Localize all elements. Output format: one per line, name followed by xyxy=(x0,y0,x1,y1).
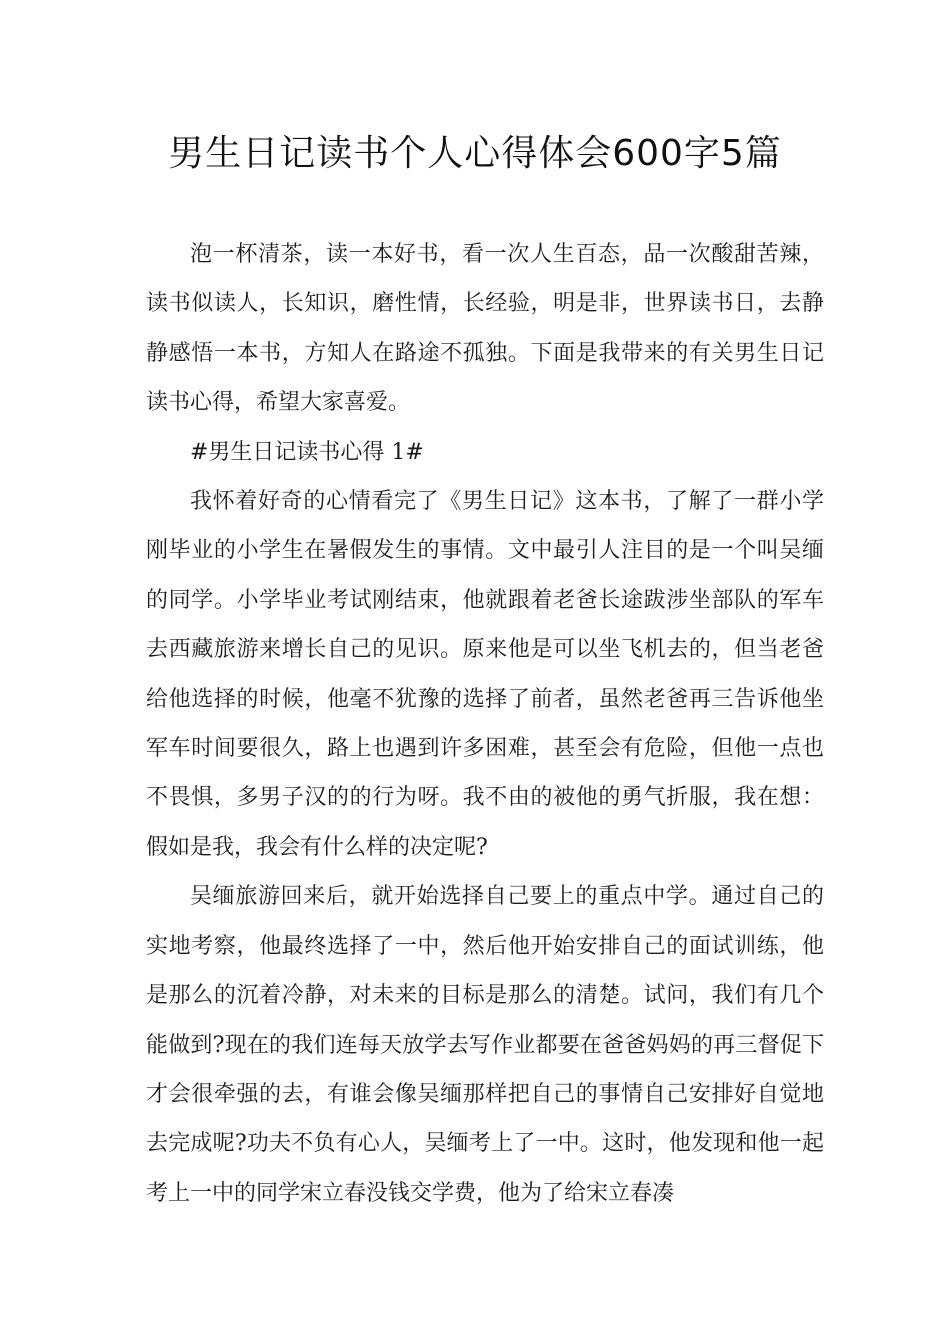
body-paragraph: 吴缅旅游回来后，就开始选择自己要上的重点中学。通过自己的实地考察，他最终选择了一中，然后他开始安排自己的面试训练，他是那么的沉着冷静，对未来的目标是那么的清楚。试问，我们有几个能做到?现在的我们连每天放学去写作业都要在爸爸妈妈的再三督促下才会很牵强的去，有谁会像吴缅那样把自己的事情自己安排好自觉地去完成呢?功夫不负有心人，吴缅考上了一中。这时，他发现和他一起考上一中的同学宋立春没钱交学费，他为了给宋立春凑 xyxy=(146,884,824,1206)
section-heading: #男生日记读书心得 1# xyxy=(190,439,424,465)
document-body xyxy=(146,230,824,1218)
intro-paragraph: 泡一杯清茶，读一本好书，看一次人生百态，品一次酸甜苦辣，读书似读人，长知识，磨性情，长经验，明是非，世界读书日，去静静感悟一本书，方知人在路途不孤独。下面是我带来的有关男生日记读书心得，希望大家喜爱。 xyxy=(146,242,824,416)
body-paragraph: 我怀着好奇的心情看完了《男生日记》这本书，了解了一群小学刚毕业的小学生在暑假发生的事情。文中最引人注目的是一个叫吴缅的同学。小学毕业考试刚结束，他就跟着老爸长途跋涉坐部队的军车去西藏旅游来增长自己的见识。原来他是可以坐飞机去的，但当老爸给他选择的时候，他毫不犹豫的选择了前者，虽然老爸再三告诉他坐军车时间要很久，路上也遇到许多困难，甚至会有危险，但他一点也不畏惧，多男子汉的的行为呀。我不由的被他的勇气折服，我在想：假如是我，我会有什么样的决定呢? xyxy=(146,489,824,860)
document-title: 男生日记读书个人心得体会600字5篇 xyxy=(168,133,782,174)
